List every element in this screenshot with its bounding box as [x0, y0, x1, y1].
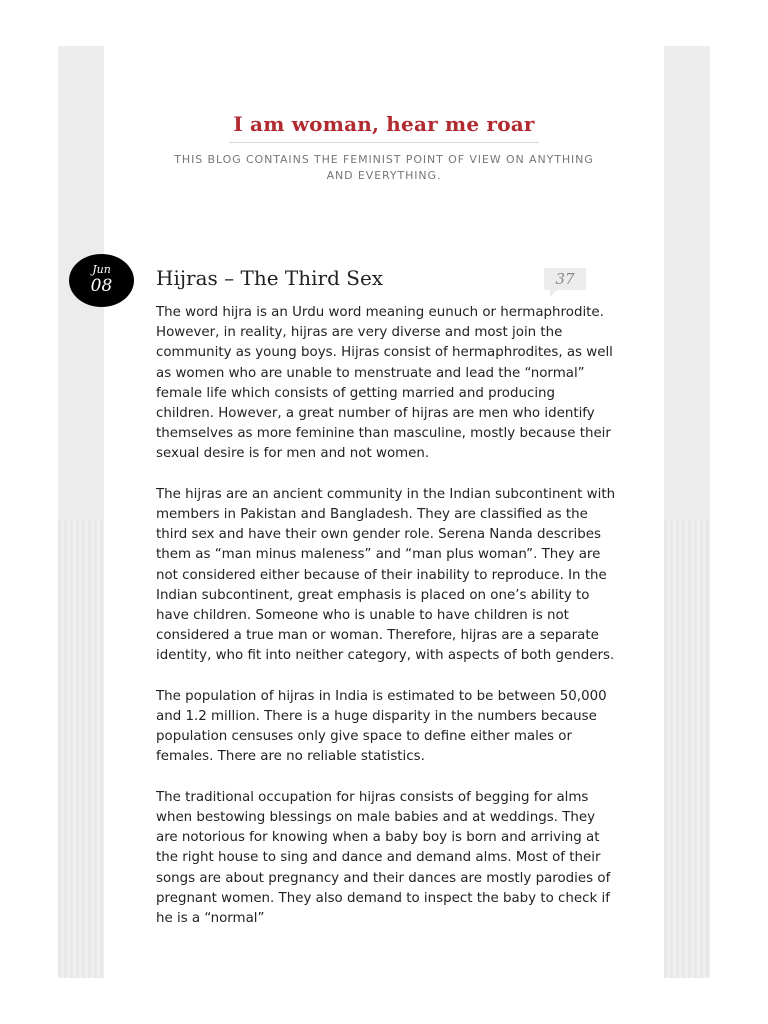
post-paragraph: The traditional occupation for hijras consists of begging for alms when bestowing blessings on male babies and at weddings. They are notorious for knowing when a baby boy is born and arriving at the right house to sing and dance and demand alms. Most of their songs are about pregnancy and their dances are mostly parodies of pregnant women. They also demand to inspect the baby to check if he is a “normal” [156, 789, 611, 927]
right-decorative-stripes [664, 520, 710, 978]
date-month: Jun [92, 263, 111, 276]
post-paragraph: The population of hijras in India is estimated to be between 50,000 and 1.2 million. There is a huge disparity in the numbers because population censuses only give space to define either males or females. There are no reliable statistics. [156, 688, 607, 765]
site-title[interactable]: I am woman, hear me roar [229, 112, 538, 143]
date-day: 08 [90, 276, 113, 296]
speech-bubble-tail-icon [550, 290, 557, 297]
post-paragraph: The hijras are an ancient community in the Indian subcontinent with members in Pakistan and Bangladesh. They are classified as the third sex and have their own gender role. Serena Nanda describes them as “man minus maleness” and “man plus woman”. They are not considered either because of their inability to reproduce. In the Indian subcontinent, great emphasis is placed on one’s ability to have children. Someone who is unable to have children is not considered a true man or woman. Therefore, hijras are a separate identity, who fit into neither category, with aspects of both genders. [156, 486, 616, 664]
left-decorative-stripes [58, 520, 104, 978]
date-badge [69, 254, 134, 307]
site-header [104, 112, 664, 184]
post-title[interactable]: Hijras – The Third Sex [156, 266, 384, 290]
post-body [156, 303, 616, 949]
comment-count: 37 [555, 270, 575, 288]
comment-count-bubble[interactable] [544, 268, 586, 290]
site-description: THIS BLOG CONTAINS THE FEMINIST POINT OF VIEW ON ANYTHING AND EVERYTHING. [174, 153, 594, 182]
page-bottom-margin [0, 978, 768, 1024]
post-paragraph: The word hijra is an Urdu word meaning eunuch or hermaphrodite. However, in reality, hijras are very diverse and most join the community as young boys. Hijras consist of hermaphrodites, as well as women who are unable to menstruate and lead the “normal” female life which consists of getting married and producing children. However, a great number of hijras are men who identify themselves as more feminine than masculine, mostly because their sexual desire is for men and not women. [156, 305, 613, 462]
